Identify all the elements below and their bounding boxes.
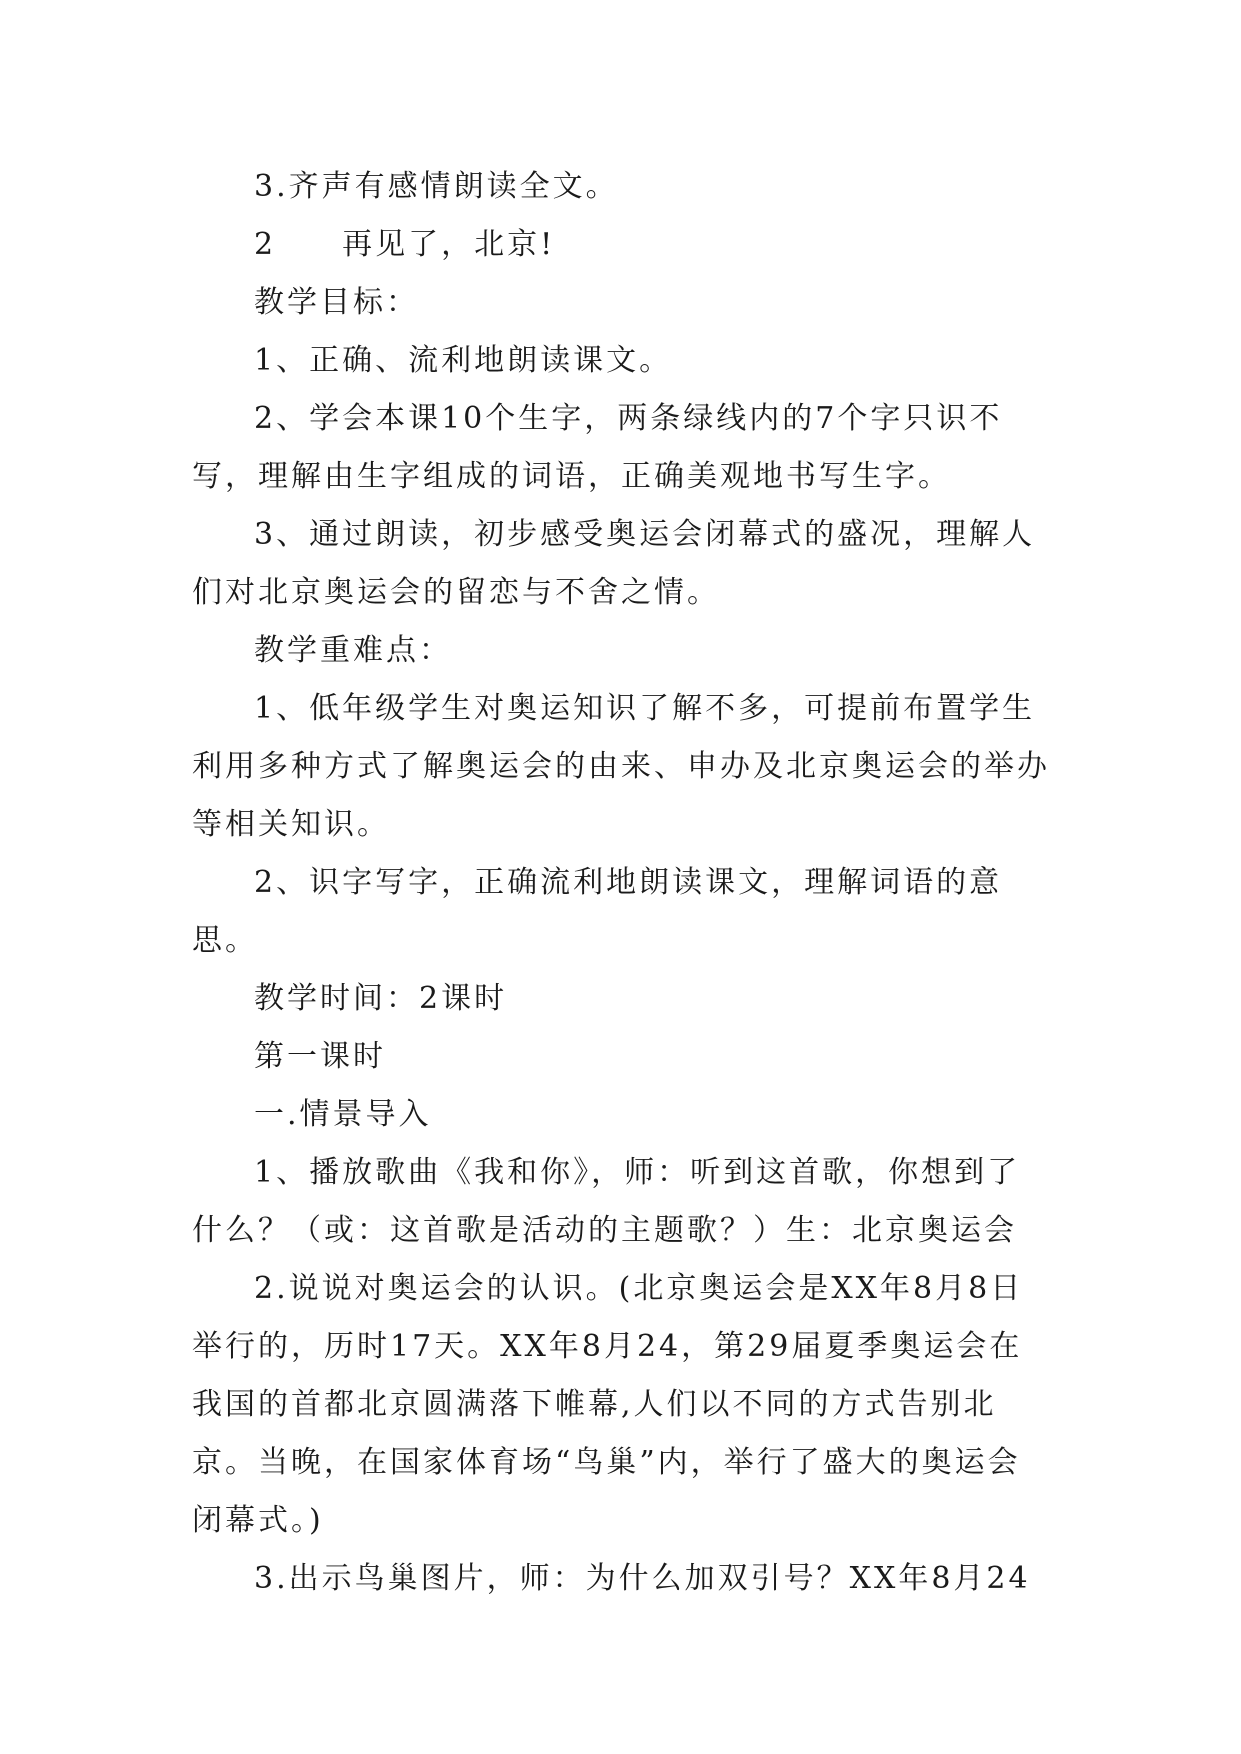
teaching-time: 教学时间：2课时 [254, 981, 508, 1016]
difficulty-item-1: 1、低年级学生对奥运知识了解不多，可提前布置学生利用多种方式了解奥运会的由来、申办及北京奥运会的举办等相关知识。 [192, 691, 1050, 842]
first-lesson-heading: 第一课时 [254, 1039, 386, 1074]
heading-key-difficulties: 教学重难点： [254, 633, 452, 668]
intro-step-1: 1、播放歌曲《我和你》，师：听到这首歌，你想到了什么？（或：这首歌是活动的主题歌？）生：北京奥运会 [192, 1155, 1021, 1248]
goal-item-1: 1、正确、流利地朗读课文。 [254, 343, 673, 378]
document-body [192, 158, 1050, 1608]
intro-step-3: 3.出示鸟巢图片，师：为什么加双引号？XX年8月24 [254, 1561, 1031, 1596]
difficulty-item-2: 2、识字写字，正确流利地朗读课文，理解词语的意思。 [192, 865, 1003, 958]
heading-teaching-goals: 教学目标： [254, 285, 419, 320]
section-scene-intro: 一.情景导入 [254, 1097, 432, 1132]
intro-step-2: 2.说说对奥运会的认识。(北京奥运会是XX年8月8日举行的，历时17天。XX年8月24，第29届夏季奥运会在我国的首都北京圆满落下帷幕,人们以不同的方式告别北京。当晚，在国家体育场“鸟巢”内，举行了盛大的奥运会闭幕式。) [192, 1271, 1024, 1538]
paragraph-read-aloud: 3.齐声有感情朗读全文。 [254, 169, 619, 204]
lesson-title: 2 再见了，北京! [254, 227, 556, 262]
goal-item-3: 3、通过朗读，初步感受奥运会闭幕式的盛况，理解人们对北京奥运会的留恋与不舍之情。 [192, 517, 1036, 610]
goal-item-2: 2、学会本课10个生字，两条绿线内的7个字只识不写，理解由生字组成的词语，正确美观地书写生字。 [192, 401, 1003, 494]
